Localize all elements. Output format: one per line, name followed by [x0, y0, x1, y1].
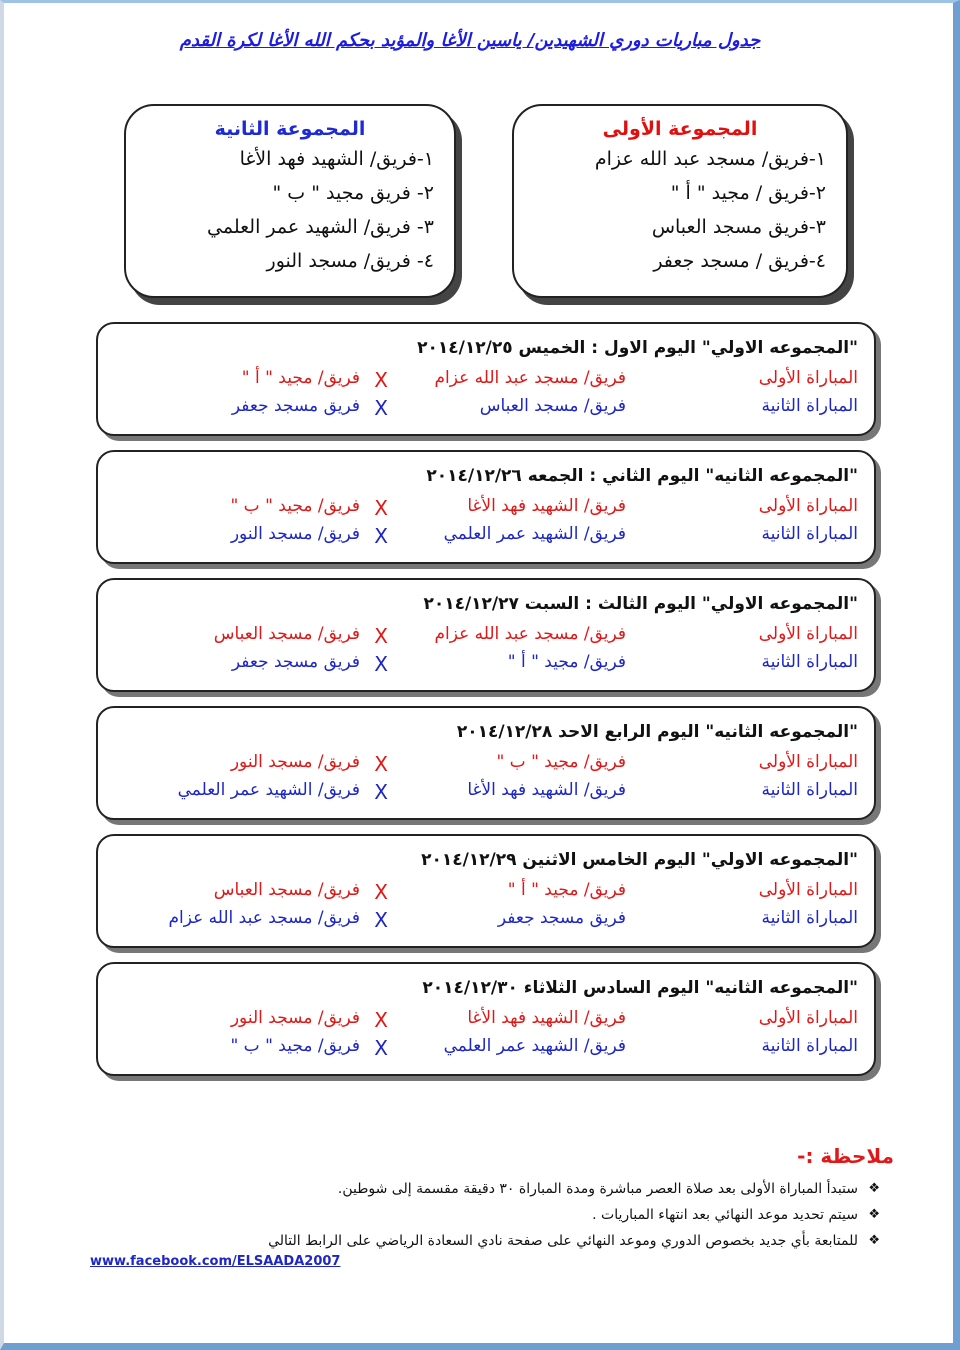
- match-day-box: [96, 322, 876, 436]
- group-team: ١-فريق/ مسجد عبد الله عزام: [594, 148, 826, 170]
- match-day-box: [96, 578, 876, 692]
- match-label: المباراة الثانية: [761, 652, 858, 672]
- team-name: فريق/ مجيد " أ ": [507, 880, 626, 900]
- team-name: فريق/ مسجد عبد الله عزام: [434, 624, 626, 644]
- group-two-box: [124, 104, 456, 298]
- versus-mark: X: [374, 752, 388, 776]
- versus-mark: X: [374, 524, 388, 548]
- match-row: [118, 908, 858, 936]
- team-name: فريق/ مجيد " ب ": [230, 496, 360, 516]
- match-row: [118, 752, 858, 780]
- team-name: فريق/ مسجد العباس: [479, 396, 626, 416]
- versus-mark: X: [374, 396, 388, 420]
- versus-mark: X: [374, 1008, 388, 1032]
- team-name: فريق/ مسجد النور: [230, 752, 360, 772]
- versus-mark: X: [374, 780, 388, 804]
- group-team: ٣- فريق/ الشهيد عمر العلمي: [207, 216, 434, 238]
- match-day-box: [96, 834, 876, 948]
- versus-mark: X: [374, 1036, 388, 1060]
- group-team: ٢-فريق / مجيد " أ ": [670, 182, 826, 204]
- day-header: "المجموعه الثانيه" اليوم الثاني : الجمعه ٢٠١٤/١٢/٢٦: [426, 466, 858, 486]
- team-name: فريق/ مسجد العباس: [213, 624, 360, 644]
- group-title: المجموعة الثانية: [214, 118, 366, 140]
- diamond-bullet-icon: ❖: [868, 1181, 880, 1196]
- document-title: جدول مباريات دوري الشهيدين/ ياسين الأغا والمؤيد بحكم الله الأغا لكرة القدم: [179, 30, 761, 51]
- group-title: المجموعة الأولى: [602, 118, 758, 140]
- day-header: "المجموعه الثانيه" اليوم الرابع الاحد ٢٠١٤/١٢/٢٨: [456, 722, 858, 742]
- team-name: فريق/ مجيد " ب ": [496, 752, 626, 772]
- match-day-box: [96, 962, 876, 1076]
- team-name: فريق/ الشهيد عمر العلمي: [177, 780, 360, 800]
- note-text: سيتم تحديد موعد النهائي بعد انتهاء المباريات .: [592, 1207, 858, 1223]
- team-name: فريق/ الشهيد فهد الأغا: [467, 780, 626, 800]
- match-row: [118, 780, 858, 808]
- match-row: [118, 652, 858, 680]
- match-row: [118, 624, 858, 652]
- note-text: للمتابعة بأي جديد بخصوص الدوري وموعد النهائي على صفحة نادي السعادة الرياضي على الرابط التالي: [268, 1233, 858, 1249]
- day-header: "المجموعه الاولي" اليوم الاول : الخميس ٢٠١٤/١٢/٢٥: [417, 338, 858, 358]
- team-name: فريق مسجد جعفر: [231, 396, 360, 416]
- notes-section: [90, 1144, 894, 1269]
- team-name: فريق/ مسجد العباس: [213, 880, 360, 900]
- match-row: [118, 396, 858, 424]
- note-item: [90, 1228, 894, 1254]
- match-label: المباراة الثانية: [761, 780, 858, 800]
- team-name: فريق/ مسجد عبد الله عزام: [168, 908, 360, 928]
- match-row: [118, 1008, 858, 1036]
- team-name: فريق/ الشهيد عمر العلمي: [443, 524, 626, 544]
- match-day-box: [96, 706, 876, 820]
- note-item: [90, 1176, 894, 1202]
- team-name: فريق/ مسجد النور: [230, 1008, 360, 1028]
- match-row: [118, 524, 858, 552]
- team-name: فريق/ الشهيد فهد الأغا: [467, 496, 626, 516]
- note-item: [90, 1202, 894, 1228]
- group-team: ٤-فريق / مسجد جعفر: [653, 250, 826, 272]
- match-row: [118, 880, 858, 908]
- diamond-bullet-icon: ❖: [868, 1207, 880, 1222]
- match-label: المباراة الثانية: [761, 396, 858, 416]
- diamond-bullet-icon: ❖: [868, 1233, 880, 1248]
- versus-mark: X: [374, 880, 388, 904]
- match-label: المباراة الأولى: [758, 752, 858, 772]
- match-day-box: [96, 450, 876, 564]
- versus-mark: X: [374, 368, 388, 392]
- versus-mark: X: [374, 652, 388, 676]
- team-name: فريق/ مسجد عبد الله عزام: [434, 368, 626, 388]
- note-text: ستبدأ المباراة الأولى بعد صلاة العصر مباشرة ومدة المباراة ٣٠ دقيقة مقسمة إلى شوطين.: [337, 1181, 858, 1197]
- team-name: فريق مسجد جعفر: [497, 908, 626, 928]
- notes-title: ملاحظة :-: [797, 1144, 894, 1168]
- match-label: المباراة الأولى: [758, 368, 858, 388]
- day-header: "المجموعه الثانيه" اليوم السادس الثلاثاء ٢٠١٤/١٢/٣٠: [422, 978, 858, 998]
- versus-mark: X: [374, 624, 388, 648]
- match-label: المباراة الأولى: [758, 496, 858, 516]
- team-name: فريق/ مجيد " ب ": [230, 1036, 360, 1056]
- match-row: [118, 496, 858, 524]
- team-name: فريق/ مجيد " أ ": [507, 652, 626, 672]
- match-label: المباراة الثانية: [761, 1036, 858, 1056]
- team-name: فريق/ مجيد " أ ": [241, 368, 360, 388]
- team-name: فريق مسجد جعفر: [231, 652, 360, 672]
- day-header: "المجموعه الاولي" اليوم الثالث : السبت ٢٠١٤/١٢/٢٧: [423, 594, 858, 614]
- group-team: ١-فريق/ الشهيد فهد الأغا: [239, 148, 434, 170]
- versus-mark: X: [374, 908, 388, 932]
- match-label: المباراة الثانية: [761, 524, 858, 544]
- match-label: المباراة الأولى: [758, 1008, 858, 1028]
- team-name: فريق/ الشهيد فهد الأغا: [467, 1008, 626, 1028]
- team-name: فريق/ الشهيد عمر العلمي: [443, 1036, 626, 1056]
- day-header: "المجموعه الاولي" اليوم الخامس الاثنين ٢٠١٤/١٢/٢٩: [421, 850, 858, 870]
- group-team: ٣-فريق مسجد العباس: [651, 216, 826, 238]
- match-row: [118, 368, 858, 396]
- match-label: المباراة الأولى: [758, 624, 858, 644]
- match-row: [118, 1036, 858, 1064]
- team-name: فريق/ مسجد النور: [230, 524, 360, 544]
- facebook-link[interactable]: www.facebook.com/ELSAADA2007: [90, 1254, 341, 1269]
- versus-mark: X: [374, 496, 388, 520]
- group-team: ٢- فريق مجيد " ب ": [272, 182, 434, 204]
- group-one-box: [512, 104, 848, 298]
- group-team: ٤- فريق/ مسجد النور: [266, 250, 434, 272]
- match-label: المباراة الثانية: [761, 908, 858, 928]
- match-label: المباراة الأولى: [758, 880, 858, 900]
